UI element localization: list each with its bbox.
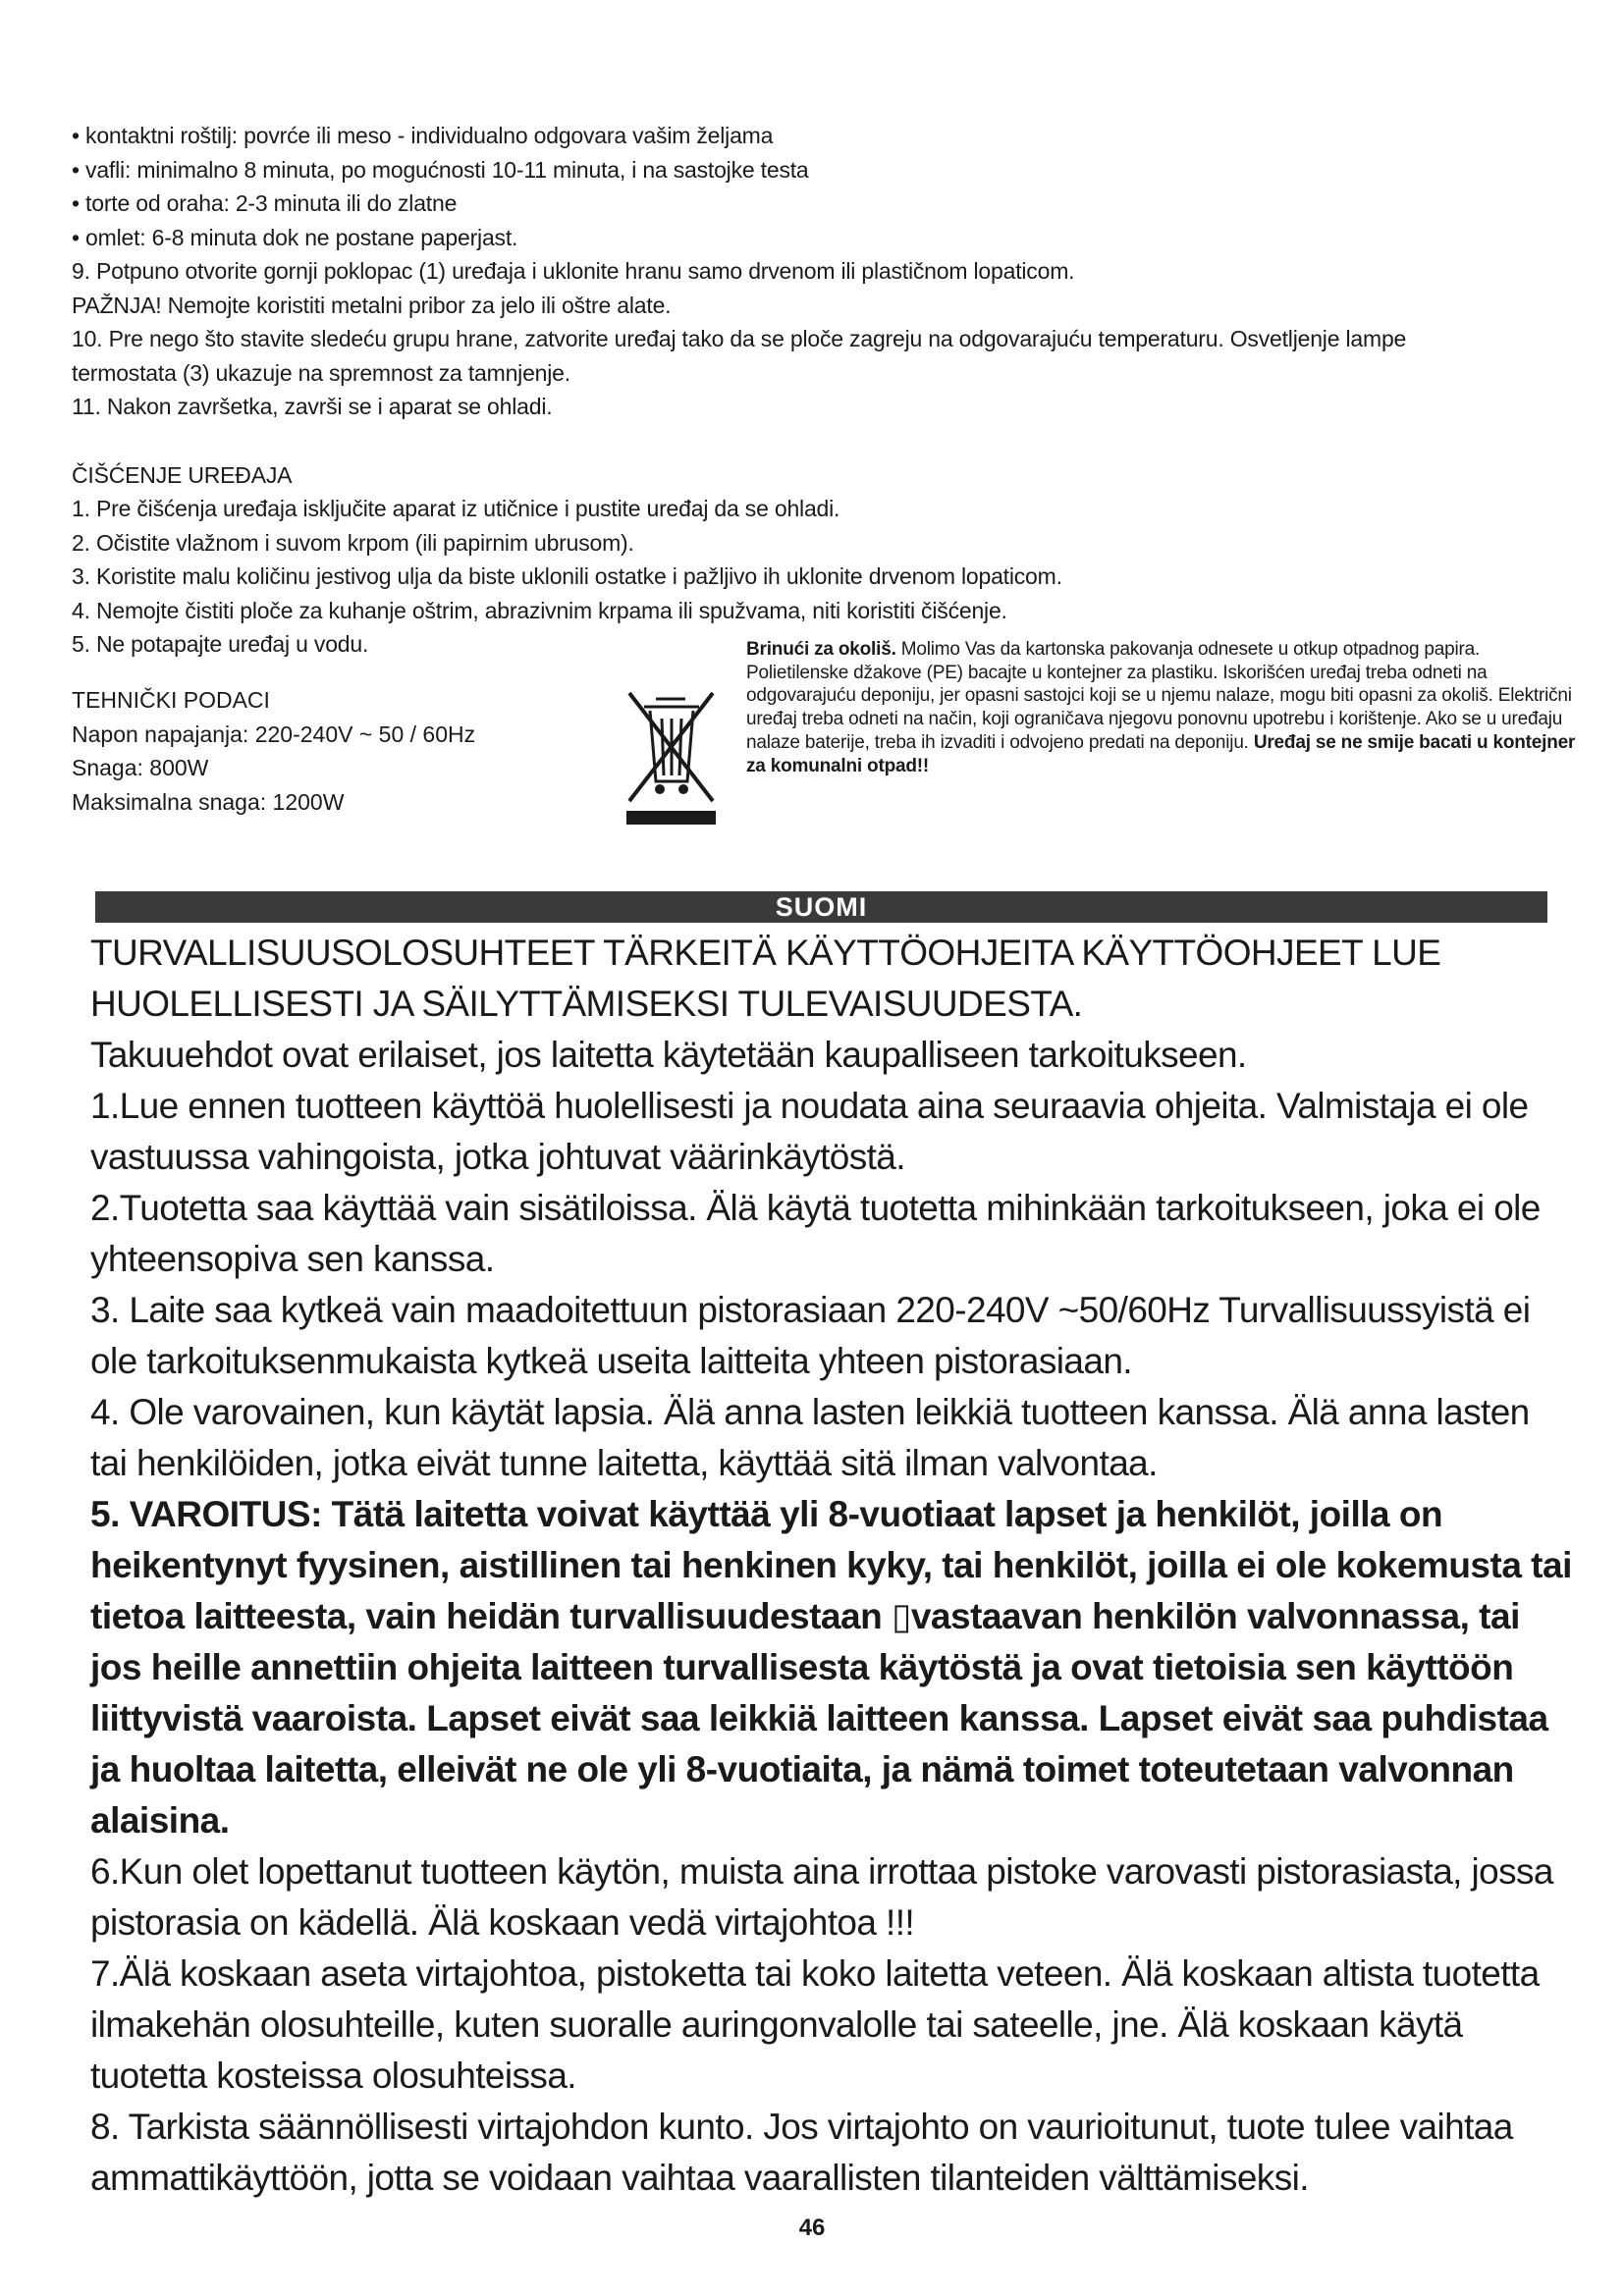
fi-paragraph: 7.Älä koskaan aseta virtajohtoa, pistoketta tai koko laitetta veteen. Älä koskaan altista tuotetta ilmakehän olosuhteille, kuten suoralle auringonvalolle tai sateelle, jne. Älä koskaan käytä tuotetta kosteissa olosuhteissa.: [90, 1953, 1540, 2096]
text-line: 11. Nakon završetka, završi se i aparat se ohladi.: [72, 394, 553, 419]
cleaning-step: 2. Očistite vlažnom i suvom krpom (ili papirnim ubrusom).: [72, 529, 634, 556]
fi-paragraph: 3. Laite saa kytkeä vain maadoitettuun pistorasiaan 220-240V ~50/60Hz Turvallisuussyistä ei ole tarkoituksenmukaista kytkeä useita laitteita yhteen pistorasiaan.: [90, 1290, 1531, 1381]
tech-line: Snaga: 800W: [72, 755, 209, 780]
text-line: termostata (3) ukazuje na spremnost za tamnjenje.: [72, 359, 570, 386]
env-body: Molimo Vas da kartonska pakovanja odnesete u otkup otpadnog papira. Polietilenske džakove (PE) bacajte u kontejner za plastiku. Iskorišćen uređaj treba odneti na odgovarajuću deponiju, jer opasni sastojci koji se u njemu nalaze, mogu biti opasni za okoliš. Električni uređaj treba odneti na način, koji ograničava njegovu ponovnu upotrebu i korištenje. Ako se u uređaju nalaze baterije, treba ih izvaditi i odvojeno predati na deponiju.: [746, 639, 1572, 753]
text-line: 9. Potpuno otvorite gornji poklopac (1) uređaja i uklonite hranu samo drvenom ili plastičnom lopaticom.: [72, 258, 1075, 284]
language-header: SUOMI: [95, 891, 1547, 923]
tech-line: Maksimalna snaga: 1200W: [72, 788, 345, 815]
fi-paragraph: 8. Tarkista säännöllisesti virtajohdon kunto. Jos virtajohto on vaurioitunut, tuote tulee vaihtaa ammattikäyttöön, jotta se voidaan vaihtaa vaarallisten tilanteiden välttämiseksi.: [90, 2107, 1513, 2198]
environment-notice: [746, 638, 1587, 777]
text-line: • vafli: minimalno 8 minuta, po mogućnosti 10-11 minuta, i na sastojke testa: [72, 156, 809, 183]
crossed-bin-icon: [624, 687, 718, 828]
fi-paragraph: Takuuehdot ovat erilaiset, jos laitetta käytetään kaupalliseen tarkoitukseen.: [90, 1035, 1247, 1075]
fi-paragraph: 4. Ole varovainen, kun käytät lapsia. Älä anna lasten leikkiä tuotteen kanssa. Älä anna lasten tai henkilöiden, jotka eivät tunne laitetta, käyttää sitä ilman valvontaa.: [90, 1392, 1530, 1483]
fi-warning: 5. VAROITUS: Tätä laitetta voivat käyttää yli 8-vuotiaat lapset ja henkilöt, joilla on heikentynyt fyysinen, aistillinen tai henkinen kyky, tai henkilöt, joilla ei ole kokemusta tai tietoa laitteesta, vain heidän turvallisuudestaan ▯vastaavan henkilön valvonnassa, tai jos heille annettiin ohjeita laitteen turvallisesta käytöstä ja ovat tietoisia sen käyttöön liittyvistä vaaroista. Lapset eivät saa leikkiä laitteen kanssa. Lapset eivät saa puhdistaa ja huoltaa laitetta, elleivät ne ole yli 8-vuotiaita, ja nämä toimet toteutetaan valvonnan alaisina.: [90, 1494, 1572, 1841]
env-tail: Uređaj se ne smije bacati u kontejner za komunalni otpad!!: [746, 731, 1576, 776]
env-lead: Brinući za okoliš.: [746, 639, 896, 660]
tech-line: Napon napajanja: 220-240V ~ 50 / 60Hz: [72, 721, 476, 747]
cleaning-step: 5. Ne potapajte uređaj u vodu.: [72, 631, 369, 657]
tech-title: TEHNIČKI PODACI: [72, 687, 270, 713]
text-line: • omlet: 6-8 minuta dok ne postane paperjast.: [72, 224, 518, 250]
technical-data: [72, 683, 475, 819]
fi-paragraph: 6.Kun olet lopettanut tuotteen käytön, muista aina irrottaa pistoke varovasti pistorasiasta, jossa pistorasia on kädellä. Älä koskaan vedä virtajohtoa !!!: [90, 1851, 1553, 1943]
fi-paragraph: 2.Tuotetta saa käyttää vain sisätiloissa. Älä käytä tuotetta mihinkään tarkoitukseen, joka ei ole yhteensopiva sen kanssa.: [90, 1188, 1541, 1279]
finnish-instructions: [90, 928, 1573, 2204]
fi-paragraph: 1.Lue ennen tuotteen käyttöä huolellisesti ja noudata aina seuraavia ohjeita. Valmistaja ei ole vastuussa vahingoista, jotka johtuvat väärinkäytöstä.: [90, 1086, 1529, 1177]
page-number: 46: [798, 2215, 826, 2241]
text-line: • kontaktni roštilj: povrće ili meso - individualno odgovara vašim željama: [72, 123, 774, 148]
cleaning-step: 3. Koristite malu količinu jestivog ulja da biste uklonili ostatke i pažljivo ih uklonite drvenom lopaticom.: [72, 563, 1062, 589]
text-line: PAŽNJA! Nemojte koristiti metalni pribor za jelo ili oštre alate.: [72, 292, 672, 318]
cleaning-step: 1. Pre čišćenja uređaja isključite aparat iz utičnice i pustite uređaj da se ohladi.: [72, 496, 840, 521]
cleaning-step: 4. Nemojte čistiti ploče za kuhanje oštrim, abrazivnim krpama ili spužvama, niti koristiti čišćenje.: [72, 597, 1007, 623]
text-line: 10. Pre nego što stavite sledeću grupu hrane, zatvorite uređaj tako da se ploče zagreju na odgovarajuću temperaturu. Osvetljenje lampe: [72, 326, 1407, 351]
cleaning-title: ČIŠĆENJE UREĐAJA: [72, 461, 293, 488]
serbian-instructions: [72, 119, 1564, 662]
text-line: • torte od oraha: 2-3 minuta ili do zlatne: [72, 190, 458, 216]
fi-paragraph: TURVALLISUUSOLOSUHTEET TÄRKEITÄ KÄYTTÖOHJEITA KÄYTTÖOHJEET LUE HUOLELLISESTI JA SÄILYTTÄMISEKSI TULEVAISUUDESTA.: [90, 933, 1441, 1024]
